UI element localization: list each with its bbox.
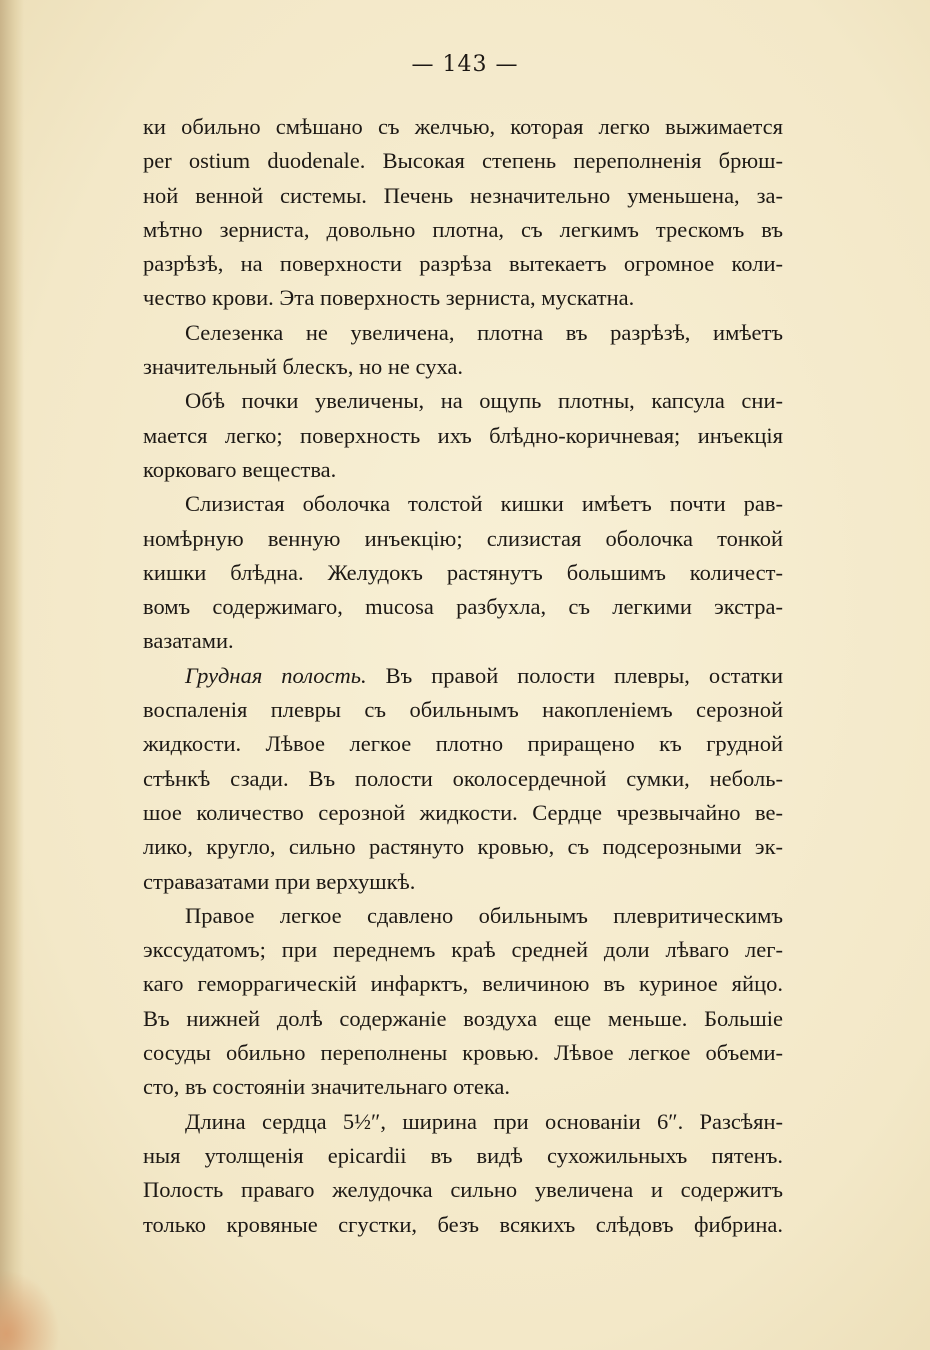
page-number: — 143 — [411, 52, 519, 77]
line-text: шое количество серозной жидкости. Сердце чрезвычайно ве- [143, 799, 783, 825]
text-line [143, 556, 783, 590]
line-text: только кровяные сгустки, безъ всякихъ слѣдовъ фибрина. [143, 1211, 783, 1237]
line-text: per ostium duodenale. Высокая степень переполненія брюш- [143, 148, 783, 174]
line-text: номѣрную венную инъекцію; слизистая оболочка тонкой [143, 525, 783, 551]
line-text: сто, въ состояніи значительнаго отека. [143, 1074, 511, 1100]
text-line [143, 1139, 783, 1173]
line-text: ныя утолщенія epicardii въ видѣ сухожильныхъ пятенъ. [143, 1142, 783, 1168]
text-line [143, 110, 783, 144]
line-text: вазатами. [143, 628, 234, 654]
text-line [143, 453, 783, 487]
line-text: Въ правой полости плевры, остатки [366, 662, 783, 688]
line-text: экссудатомъ; при переднемъ краѣ средней доли лѣваго лег- [143, 937, 783, 963]
line-text: корковаго вещества. [143, 456, 337, 482]
text-line [143, 727, 783, 761]
line-text: Обѣ почки увеличены, на ощупь плотны, капсула сни- [185, 388, 783, 414]
text-line [143, 796, 783, 830]
line-text: Правое легкое сдавлено обильнымъ плевритическимъ [185, 902, 783, 928]
line-text: кишки блѣдна. Желудокъ растянутъ большимъ количест- [143, 559, 783, 585]
line-text: стравазатами при верхушкѣ. [143, 868, 416, 894]
text-line [143, 1036, 783, 1070]
line-text: Селезенка не увеличена, плотна въ разрѣзѣ, имѣетъ [185, 319, 783, 345]
text-line [143, 659, 783, 693]
text-line [143, 1173, 783, 1207]
text-line [143, 762, 783, 796]
line-text: жидкости. Лѣвое легкое плотно приращено къ грудной [143, 731, 783, 757]
line-text: значительный блескъ, но не суха. [143, 354, 464, 380]
line-text: ной венной системы. Печень незначительно уменьшена, за- [143, 182, 783, 208]
text-line [143, 967, 783, 1001]
text-line [143, 693, 783, 727]
text-line [143, 281, 783, 315]
line-text: Въ нижней долѣ содержаніе воздуха еще меньше. Большіе [143, 1005, 783, 1031]
text-line [143, 899, 783, 933]
text-line [143, 213, 783, 247]
text-line [143, 247, 783, 281]
text-line [143, 419, 783, 453]
line-text: вомъ содержимаго, mucosa разбухла, съ легкими экстра- [143, 594, 783, 620]
text-line [143, 384, 783, 418]
line-text: ки обильно смѣшано съ желчью, которая легко выжимается [143, 114, 783, 139]
line-text: воспаленія плевры съ обильнымъ накопленіемъ серозной [143, 697, 783, 723]
text-line [143, 1070, 783, 1104]
line-text: мѣтно зерниста, довольно плотна, съ легкимъ трескомъ въ [143, 216, 783, 242]
line-text: мается легко; поверхность ихъ блѣдно-коричневая; инъекція [143, 422, 783, 448]
line-text: чество крови. Эта поверхность зерниста, мускатна. [143, 285, 635, 311]
text-line [143, 624, 783, 658]
line-text: каго геморрагическій инфарктъ, величиною въ куриное яйцо. [143, 971, 783, 997]
text-line [143, 1105, 783, 1139]
body-text [143, 110, 783, 1242]
text-line [143, 590, 783, 624]
text-line [143, 830, 783, 864]
text-line [143, 522, 783, 556]
text-line [143, 179, 783, 213]
text-line [143, 1002, 783, 1036]
section-heading: Грудная полость. [185, 662, 367, 688]
line-text: разрѣзѣ, на поверхности разрѣза вытекаетъ огромное коли- [143, 251, 783, 277]
line-text: стѣнкѣ сзади. Въ полости околосердечной сумки, неболь- [143, 765, 783, 791]
line-text: сосуды обильно переполнены кровью. Лѣвое легкое объеми- [143, 1040, 783, 1066]
line-text: Длина сердца 5½″, ширина при основаніи 6″. Разсѣян- [185, 1108, 783, 1134]
text-line [143, 487, 783, 521]
line-text: лико, кругло, сильно растянуто кровью, съ подсерозными эк- [143, 834, 783, 860]
page-gutter-shadow [0, 0, 24, 1350]
page-stain [0, 1270, 60, 1350]
text-line [143, 1208, 783, 1242]
text-line [143, 865, 783, 899]
text-line [143, 933, 783, 967]
text-line [143, 350, 783, 384]
line-text: Слизистая оболочка толстой кишки имѣетъ почти рав- [185, 491, 783, 517]
text-line [143, 316, 783, 350]
line-text: Полость праваго желудочка сильно увеличена и содержитъ [143, 1177, 783, 1203]
text-line [143, 144, 783, 178]
